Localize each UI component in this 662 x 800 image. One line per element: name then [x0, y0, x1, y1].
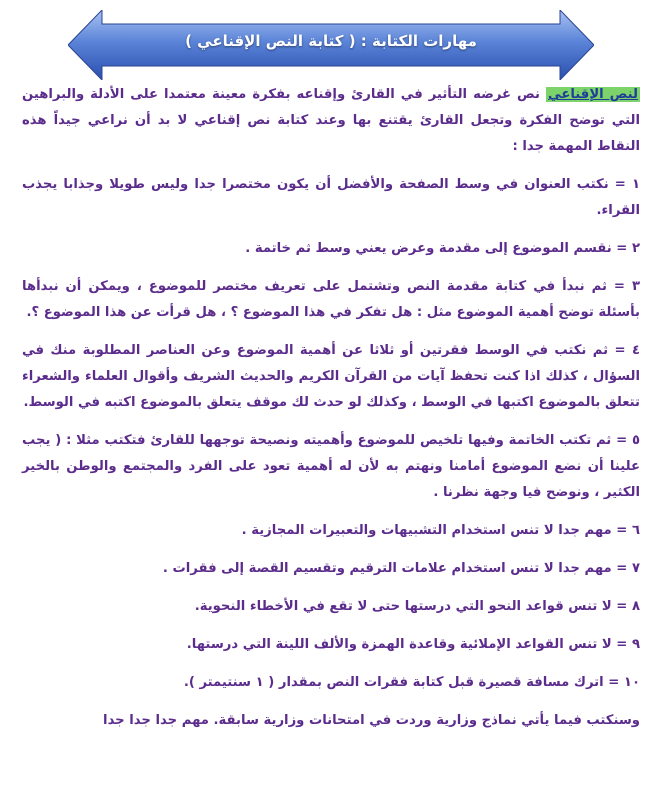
document-body	[22, 82, 640, 746]
step-4: ٤ = ثم نكتب في الوسط فقرتين أو ثلاثا عن أهمية الموضوع وعن العناصر المطلوبة منك في السؤال ، كذلك اذا كنت تحفظ آيات من القرآن الكريم والحديث الشريف وأقوال العلماء والشعراء تتعلق بالموضوع اكتبها في الوسط ، وكذلك لو حدث لك موقف يتعلق بالموضوع اكتبه في الوسط.	[22, 343, 640, 410]
intro-paragraph	[22, 82, 640, 160]
step-10: ١٠ = اترك مسافة قصيرة قبل كتابة فقرات النص بمقدار ( ١ سنتيمتر ).	[183, 675, 640, 690]
step-9: ٩ = لا تنس القواعد الإملائية وقاعدة الهمزة والألف اللينة التي درستها.	[186, 637, 640, 652]
step-1: ١ = نكتب العنوان في وسط الصفحة والأفضل أن يكون مختصرا جدا وليس طويلا وجذابا يجذب القراء.	[22, 177, 640, 218]
intro-text: نص غرضه التأثير في القارئ وإقناعه بفكرة معينة معتمدا على الأدلة والبراهين التي توضح الفكرة وتجعل القارئ يقتنع بها وعند كتابة نص إقناعي لا بد أن نراعي جيداً هذه النقاط المهمة جدا :	[22, 87, 640, 154]
highlighted-term: لنص الإقناعي	[548, 87, 638, 102]
step-6: ٦ = مهم جدا لا تنس استخدام التشبيهات والتعبيرات المجازية .	[241, 523, 640, 538]
title-banner	[68, 10, 594, 80]
step-3: ٣ = ثم نبدأ في كتابة مقدمة النص وتشتمل على تعريف مختصر للموضوع ، ويمكن أن نبدأها بأسئلة توضح أهمية الموضوع مثل : هل تفكر في هذا الموضوع ؟ ، هل قرأت عن هذا الموضوع ؟.	[22, 279, 640, 320]
page-title: مهارات الكتابة : ( كتابة النص الإقناعي )	[185, 32, 477, 50]
step-5: ٥ = ثم تكتب الخاتمة وفيها تلخيص للموضوع وأهميته ونصيحة توجهها للقارئ فتكتب مثلا : ( يجب علينا أن نضع الموضوع أمامنا ونهتم به لأن له أهمية تعود على الفرد والمجتمع والوطن بالخير الكثير ، ونوضح فيا وجهة نظرنا .	[22, 433, 640, 500]
step-7: ٧ = مهم جدا لا تنس استخدام علامات الترقيم وتقسيم القصة إلى فقرات .	[162, 561, 640, 576]
closing-note: وسنكتب فيما يأتي نماذج وزارية وردت في امتحانات وزارية سابقة. مهم جدا جدا جدا	[103, 713, 640, 728]
step-8: ٨ = لا تنس قواعد النحو التي درستها حتى لا تقع في الأخطاء النحوية.	[194, 599, 640, 614]
step-2: ٢ = نقسم الموضوع إلى مقدمة وعرض يعني وسط ثم خاتمة .	[245, 241, 640, 256]
